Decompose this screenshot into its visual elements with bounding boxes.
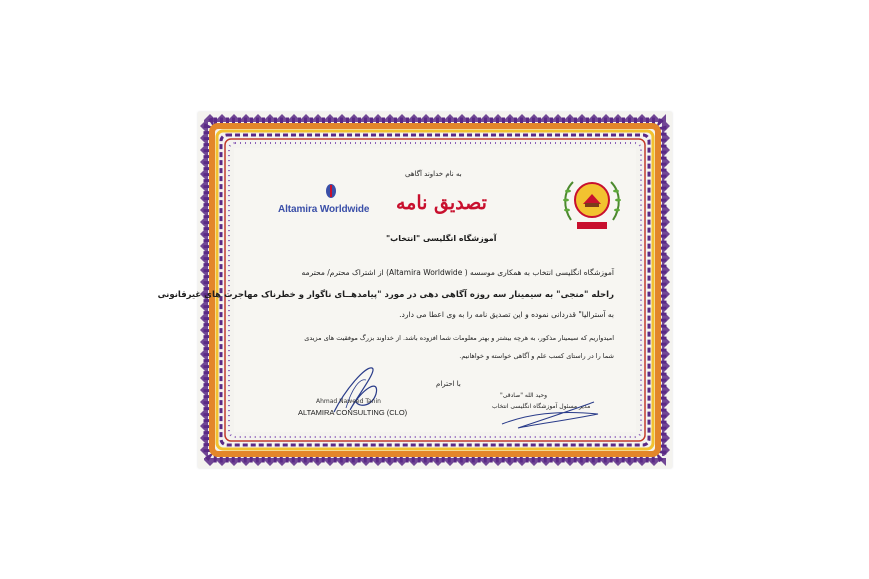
closing: با احترام xyxy=(436,380,461,388)
institute-seal-icon xyxy=(559,170,625,236)
signatory-left-name: Ahmad Naweed Tanin xyxy=(316,398,381,405)
signatory-left-org: ALTAMIRA CONSULTING (CLO) xyxy=(298,408,408,417)
body-line-3: به آسترالیا" قدردانی نموده و این تصدیق نامه را به وی اعطا می دارد. xyxy=(399,310,614,319)
institute-name: آموزشگاه انگلیسی "انتخاب" xyxy=(386,234,497,243)
altamira-logo-icon xyxy=(324,183,338,199)
certificate xyxy=(157,112,672,468)
certificate-title: تصدیق نامه xyxy=(396,192,487,214)
signatory-right-title: مدیر مسئول آموزشگاه انگلیسی انتخاب xyxy=(492,403,591,410)
brand-name: Altamira Worldwide xyxy=(278,204,370,215)
signatory-right-name: وحید الله "صادقی" xyxy=(500,392,548,399)
body-line-4: امیدواریم که سیمینار مذکور، به هرچه بیشتر و بهتر معلومات شما افزوده باشد. از خداوند بزرگ موفقیت های مزیدی xyxy=(304,334,614,342)
body-line-2: راحله "منجی" به سیمینار سه روزه آگاهی دهی در مورد "پیامدهــای ناگوار و خطرناک مهاجرت های غیرقانونی xyxy=(157,290,614,300)
body-line-5: شما را در راستای کسب علم و آگاهی خواسته و خواهانیم. xyxy=(459,352,614,360)
body-line-1: آموزشگاه انگلیسی انتخاب به همکاری موسسه ( Altamira Worldwide) از اشتراک محترم/ محترمه xyxy=(301,268,614,277)
invocation: به نام خداوند آگاهی xyxy=(405,170,462,178)
